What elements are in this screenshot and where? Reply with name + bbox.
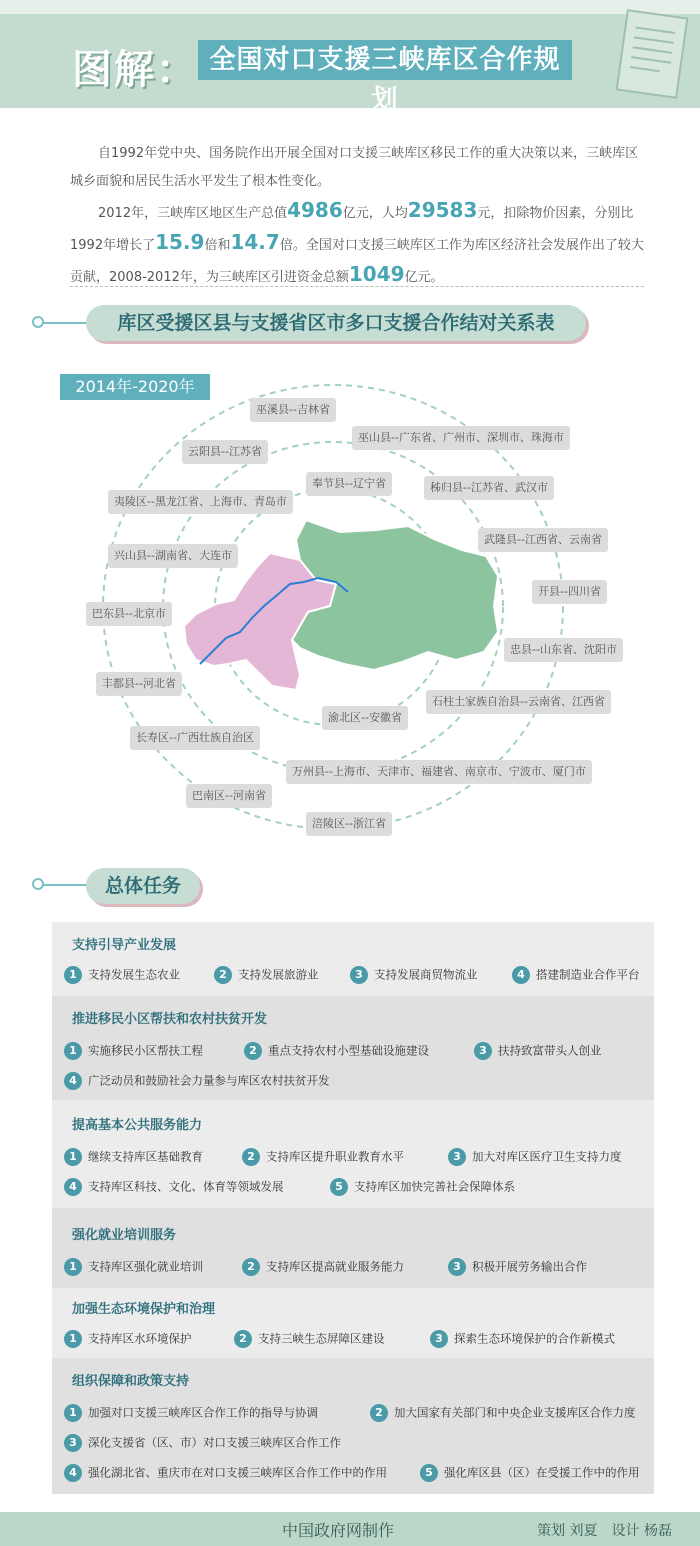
footer-credits: 策划 刘夏 设计 杨磊	[537, 1523, 672, 1539]
section-dot	[32, 878, 44, 890]
pair-fengdu: 丰都县--河北省	[96, 672, 182, 696]
intro-paragraph-1: 自1992年党中央、国务院作出开展全国对口支援三峡库区移民工作的重大决策以来，三峡库区城乡面貌和居民生活水平发生了根本性变化。	[70, 146, 639, 189]
task-item: 3 积极开展劳务输出合作	[448, 1256, 587, 1276]
task-group-industry	[52, 922, 654, 996]
pair-fengjie: 奉节县--辽宁省	[306, 472, 392, 496]
task-item: 3 扶持致富带头人创业	[474, 1040, 602, 1060]
pair-banan: 巴南区--河南省	[186, 784, 272, 808]
task-item: 1 支持发展生态农业	[64, 964, 180, 984]
pair-wuxi: 巫溪县--吉林省	[250, 398, 336, 422]
header-stripe	[0, 0, 700, 14]
task-group-poverty	[52, 996, 654, 1100]
pair-wushan: 巫山县--广东省、广州市、深圳市、珠海市	[352, 426, 570, 450]
task-item: 2 支持发展旅游业	[214, 964, 319, 984]
intro-paragraph-2: 2012年，三峡库区地区生产总值4986亿元，人均29583元，扣除物价因素，分别比1992年增长了15.9倍和14.7倍。全国对口支援三峡库区工作为库区经济社会发展作出了较大贡献，2008-2012年，为三峡库区引进资金总额1049亿元。	[70, 198, 644, 286]
task-group-policy	[52, 1358, 654, 1494]
pair-zhongxian: 忠县--山东省、沈阳市	[504, 638, 623, 662]
pair-yubei: 渝北区--安徽省	[322, 706, 408, 730]
section-title-tasks: 总体任务	[86, 868, 200, 904]
task-item: 5 支持库区加快完善社会保障体系	[330, 1176, 515, 1196]
section-dot	[32, 316, 44, 328]
pair-wulong: 武隆县--江西省、云南省	[478, 528, 608, 552]
pair-xingshan: 兴山县--湖南省、大连市	[108, 544, 238, 568]
task-group-title: 强化就业培训服务	[72, 1228, 177, 1243]
task-item: 4 广泛动员和鼓励社会力量参与库区农村扶贫开发	[64, 1070, 330, 1090]
page-title: 全国对口支援三峡库区合作规划	[198, 40, 572, 80]
document-icon	[612, 6, 690, 102]
pair-wanzhou: 万州县--上海市、天津市、福建省、南京市、宁波市、厦门市	[286, 760, 592, 784]
growth-value-2: 14.7	[230, 230, 280, 254]
task-group-title: 提高基本公共服务能力	[72, 1118, 203, 1133]
task-item: 3 加大对库区医疗卫生支持力度	[448, 1146, 622, 1166]
task-item: 1 支持库区强化就业培训	[64, 1256, 203, 1276]
task-item: 4 强化湖北省、重庆市在对口支援三峡库区合作工作中的作用	[64, 1462, 387, 1482]
header-banner	[0, 0, 700, 115]
task-item: 2 支持库区提高就业服务能力	[242, 1256, 404, 1276]
task-group-employment	[52, 1208, 654, 1288]
task-item: 4 支持库区科技、文化、体育等领域发展	[64, 1176, 284, 1196]
task-group-title: 加强生态环境保护和治理	[72, 1302, 216, 1317]
tujie-label: 图解：	[72, 47, 198, 93]
task-group-ecology	[52, 1288, 654, 1358]
task-item: 3 深化支援省（区、市）对口支援三峡库区合作工作	[64, 1432, 341, 1452]
task-item: 2 支持库区提升职业教育水平	[242, 1146, 404, 1166]
gdp-value: 4986	[287, 198, 343, 222]
growth-value-1: 15.9	[155, 230, 205, 254]
task-item: 3 探索生态环境保护的合作新模式	[430, 1328, 615, 1348]
task-group-public-service	[52, 1100, 654, 1208]
task-item: 1 继续支持库区基础教育	[64, 1146, 203, 1166]
task-item: 4 搭建制造业合作平台	[512, 964, 640, 984]
task-group-title: 推进移民小区帮扶和农村扶贫开发	[72, 1012, 268, 1027]
footer-producer: 中国政府网制作	[282, 1521, 395, 1540]
task-item: 5 强化库区县（区）在受援工作中的作用	[420, 1462, 640, 1482]
section-title-pairing: 库区受援区县与支援省区市多口支援合作结对关系表	[86, 305, 586, 341]
years-badge: 2014年-2020年	[60, 374, 210, 400]
task-item: 1 支持库区水环境保护	[64, 1328, 192, 1348]
pair-badong: 巴东县--北京市	[86, 602, 172, 626]
intro-text	[70, 140, 644, 292]
task-group-title: 组织保障和政策支持	[72, 1374, 190, 1389]
task-item: 2 加大国家有关部门和中央企业支援库区合作力度	[370, 1402, 636, 1422]
task-group-title: 支持引导产业发展	[72, 938, 177, 953]
pair-zigui: 秭归县--江苏省、武汉市	[424, 476, 554, 500]
task-item: 2 支持三峡生态屏障区建设	[234, 1328, 385, 1348]
footer	[0, 1512, 700, 1546]
pair-shizhu: 石柱土家族自治县--云南省、江西省	[426, 690, 611, 714]
pair-fuling: 涪陵区--浙江省	[306, 812, 392, 836]
task-item: 1 实施移民小区帮扶工程	[64, 1040, 203, 1060]
fund-value: 1049	[348, 262, 405, 286]
divider	[70, 286, 644, 287]
task-item: 1 加强对口支援三峡库区合作工作的指导与协调	[64, 1402, 318, 1422]
pair-yiling: 夷陵区--黑龙江省、上海市、青岛市	[108, 490, 293, 514]
pair-kaixian: 开县--四川省	[532, 580, 607, 604]
task-item: 2 重点支持农村小型基础设施建设	[244, 1040, 429, 1060]
pair-yunyang: 云阳县--江苏省	[182, 440, 268, 464]
task-item: 3 支持发展商贸物流业	[350, 964, 478, 984]
per-capita-value: 29583	[407, 198, 478, 222]
pair-changshou: 长寿区--广西壮族自治区	[130, 726, 260, 750]
